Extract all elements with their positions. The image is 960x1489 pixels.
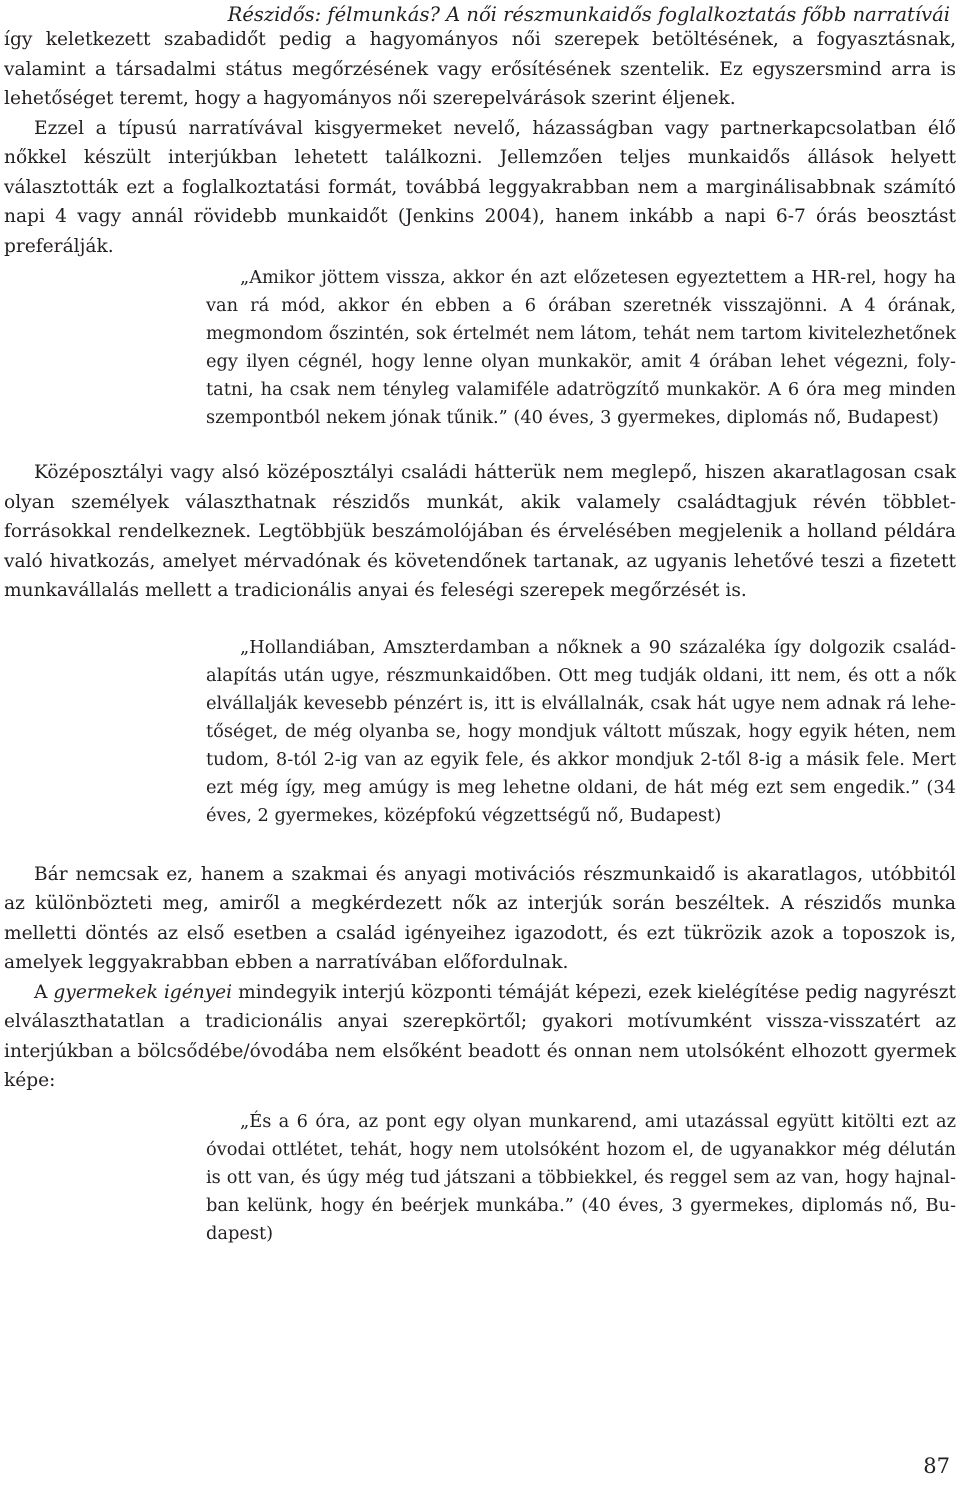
quote-3: „És a 6 óra, az pont egy olyan munkarend, ami utazással együtt kitölti ezt az óvodai ottlétet, tehát, hogy nem utolsóként hozom el, de ugyanakkor még délután is ott van, és úgy még tud játszani a többiekkel, és reggel sem az van, hogy hajnalban kelünk, hogy én beérjek munkába.” (40 éves, 3 gyermekes, diplomás nő, Budapest) <box>206 1110 956 1244</box>
paragraph-5-start: A <box>34 981 54 1003</box>
quote-1: „Amikor jöttem vissza, akkor én azt előzetesen egyeztettem a HR-rel, hogy ha van rá mód, akkor én ebben a 6 órában szeretnék visszajönni. A 4 órának, megmondom őszintén, sok értelmét nem látom, tehát nem tartom kivitelezhetőnek egy ilyen cégnél, hogy lenne olyan munkakör, amit 4 órában lehet végezni, folytatni, ha csak nem tényleg valamiféle adatrögzítő munkakör. A 6 óra meg minden szempontból nekem jónak tűnik.” (40 éves, 3 gyermekes, diplomás nő, Budapest) <box>206 267 956 428</box>
paragraph-4: Bár nemcsak ez, hanem a szakmai és anyagi motivációs részmunkaidő is akaratlagos, utóbbitól az különbözteti meg, amiről a megkérdezett nők az interjúk során beszéltek. A részidős munka melletti döntés az első esetben a család igényeihez igazodott, és ezt tükrözik azok a toposzok is, amelyek leggyakrabban ebben a narratívában előfordulnak. <box>4 863 956 973</box>
page-number: 87 <box>923 1454 950 1478</box>
paragraph-3: Középosztályi vagy alsó középosztályi családi hátterük nem meglepő, hiszen akaratlagosan csak olyan személyek választhatnak részidős munkát, akik valamely családtagjuk révén többletforrásokkal rendelkeznek. Legtöbbjük beszámolójában és érvelésében megjelenik a holland példára való hivatkozás, amelyet mérvadónak és követendőnek tartanak, az ugyanis lehetővé teszi a fizetett munkavállalás mellett a tradicionális anyai és feleségi szerepek megőrzését is. <box>4 462 956 601</box>
page-body <box>4 0 956 1248</box>
paragraph-5-emphasis: gyermekek igényei <box>53 981 233 1003</box>
quote-2: „Hollandiában, Amszterdamban a nőknek a 90 százaléka így dolgozik családalapítás után ugye, részmunkaidőben. Ott meg tudják oldani, itt nem, és ott a nők elvállalják kevesebb pénzért is, itt is elvállalnák, csak hát ugye nem adnak rá lehetőséget, de még olyanba se, hogy mondjuk váltott műszak, hogy egyik héten, nem tudom, 8-tól 2-ig van az egyik fele, és akkor mondjuk 2-től 8-ig a másik fele. Mert ezt még így, meg amúgy is meg lehetne oldani, de hát még ezt sem engedik.” (34 éves, 2 gyermekes, középfokú végzettségű nő, Budapest) <box>206 636 956 826</box>
running-header: Részidős: félmunkás? A női részmunkaidős foglalkoztatás főbb narratívái <box>227 3 950 26</box>
paragraph-5 <box>4 978 956 1096</box>
paragraph-5-rest: mindegyik interjú központi témáját képezi, ezek kielégítése pedig nagyrészt elválaszthatatlan a tradicionális anyai szerepkörtől; gyakori motívumként vissza-visszatért az interjúkban a bölcsődébe/óvodába nem elsőként beadott és onnan nem utolsóként elhozott gyermek képe: <box>4 981 956 1091</box>
paragraph-1: így keletkezett szabadidőt pedig a hagyományos női szerepek betöltésének, a fogyasztásnak, valamint a társadalmi státus megőrzésének vagy erősítésének szentelik. Ez egyszersmind arra is lehetőséget teremt, hogy a hagyományos női szerepelvárások szerint éljenek. <box>4 29 956 109</box>
paragraph-2: Ezzel a típusú narratívával kisgyermeket nevelő, házasságban vagy partnerkapcsolatban élő nőkkel készült interjúkban lehetett találkozni. Jellemzően teljes munkaidős állások helyett választották ezt a foglalkoztatási formát, továbbá leggyakrabban nem a marginálisabbnak számító napi 4 vagy annál rövidebb munkaidőt (Jenkins 2004), hanem inkább a napi 6-7 órás beosztást preferálják. <box>4 117 956 257</box>
